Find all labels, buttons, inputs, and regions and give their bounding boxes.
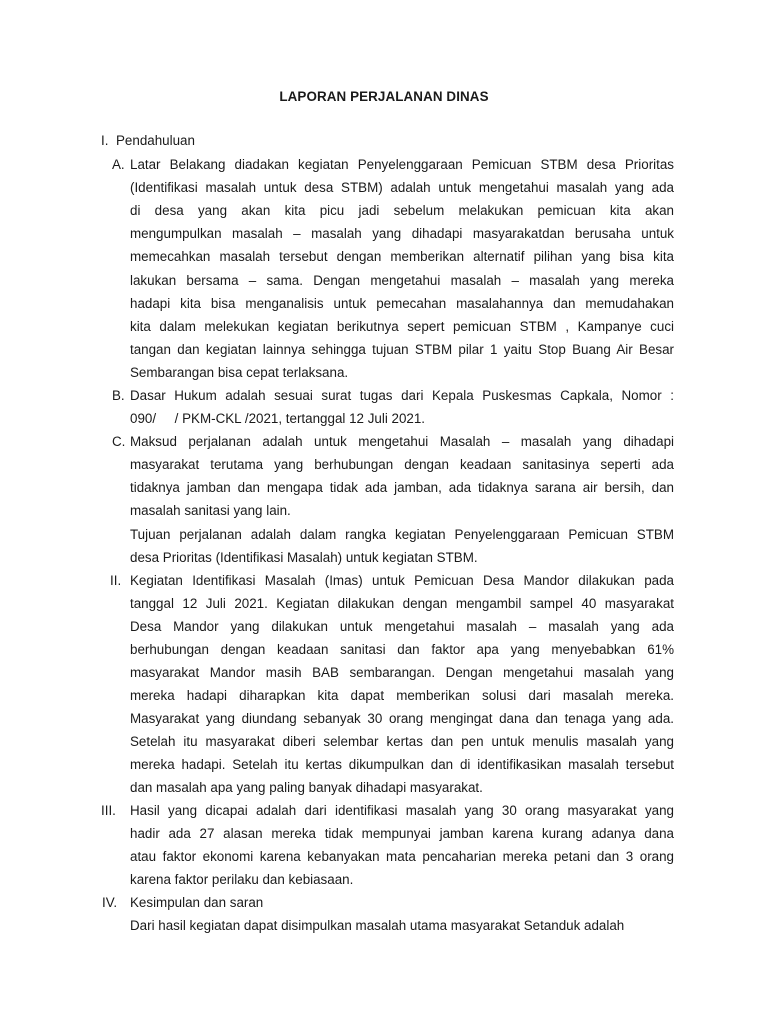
item-a-line: Latar Belakang diadakan kegiatan Penyelenggaraan Pemicuan STBM desa Prioritas bbox=[130, 157, 674, 172]
document-title: LAPORAN PERJALANAN DINAS bbox=[279, 89, 489, 104]
item-a-line: hadapi kita bisa menganalisis untuk pemecahan masalahannya dan memudahakan bbox=[130, 296, 674, 311]
section-2-marker: II. bbox=[110, 573, 122, 588]
section-1-marker: I. bbox=[101, 133, 109, 148]
section-4-line: Dari hasil kegiatan dapat disimpulkan masalah utama masyarakat Setanduk adalah bbox=[130, 918, 625, 933]
section-2-line: Kegiatan Identifikasi Masalah (Imas) untuk Pemicuan Desa Mandor dilakukan pada bbox=[130, 573, 674, 588]
section-3-marker: III. bbox=[101, 803, 116, 818]
item-a-line: kita dalam melekukan kegiatan berikutnya sepert pemicuan STBM , Kampanye cuci bbox=[130, 319, 674, 334]
section-3-line: Hasil yang dicapai adalah dari identifikasi masalah yang 30 orang masyarakat yang bbox=[130, 803, 674, 818]
item-a-line: di desa yang akan kita picu jadi sebelum melakukan pemicuan kita akan bbox=[130, 203, 674, 218]
section-2-line: Setelah itu masyarakat diberi selembar kertas dan pen untuk menulis masalah yang bbox=[130, 734, 674, 749]
section-2-line: mereka hadapi. Setelah itu kertas dikumpulkan dan di identifikasikan masalah tersebut bbox=[130, 757, 674, 772]
section-3-line: atau faktor ekonomi karena kebanyakan mata pencaharian mereka petani dan 3 orang bbox=[130, 849, 674, 864]
section-2-line: berhubungan dengan keadaan sanitasi dan faktor apa yang menyebabkan 61% bbox=[130, 642, 674, 657]
section-2-line: tanggal 12 Juli 2021. Kegiatan dilakukan dengan mengambil sampel 40 masyarakat bbox=[130, 596, 674, 611]
section-4-marker: IV. bbox=[102, 895, 118, 910]
item-c-line: tidaknya jamban dan mengapa tidak ada jamban, ada tidaknya sarana air bersih, dan bbox=[130, 480, 674, 495]
item-b-line: 090/ / PKM-CKL /2021, tertanggal 12 Juli 2021. bbox=[130, 411, 426, 426]
item-c-line: desa Prioritas (Identifikasi Masalah) untuk kegiatan STBM. bbox=[130, 550, 478, 565]
item-c-line: Tujuan perjalanan adalah dalam rangka kegiatan Penyelenggaraan Pemicuan STBM bbox=[130, 527, 674, 542]
item-a-line: memecahkan masalah tersebut dengan memberikan alternatif pilihan yang bisa kita bbox=[130, 249, 674, 264]
item-a-marker: A. bbox=[112, 157, 125, 172]
item-a-line: mengumpulkan masalah – masalah yang dihadapi masyarakatdan berusaha untuk bbox=[130, 226, 674, 241]
section-3-line: hadir ada 27 alasan mereka tidak mempunyai jamban karena kurang adanya dana bbox=[130, 826, 674, 841]
section-2-line: Masyarakat yang diundang sebanyak 30 orang mengingat dana dan tenaga yang ada. bbox=[130, 711, 674, 726]
item-b-line: Dasar Hukum adalah sesuai surat tugas dari Kepala Puskesmas Capkala, Nomor : bbox=[130, 388, 674, 403]
item-c-line: masalah sanitasi yang lain. bbox=[130, 503, 291, 518]
section-1-heading: Pendahuluan bbox=[116, 133, 195, 148]
item-a-line: Sembarangan bisa cepat terlaksana. bbox=[130, 365, 349, 380]
section-2-line: dan masalah apa yang paling banyak dihadapi masyarakat. bbox=[130, 780, 483, 795]
item-c-line: masyarakat terutama yang berhubungan dengan keadaan sanitasinya seperti ada bbox=[130, 457, 674, 472]
item-a-line: tangan dan kegiatan lainnya sehingga tujuan STBM pilar 1 yaitu Stop Buang Air Besar bbox=[130, 342, 674, 357]
section-2-line: mereka hadapi diharapkan kita dapat memberikan solusi dari masalah mereka. bbox=[130, 688, 674, 703]
item-a-line: (Identifikasi masalah untuk desa STBM) adalah untuk mengetahui masalah yang ada bbox=[130, 180, 674, 195]
item-c-marker: C. bbox=[112, 434, 126, 449]
section-2-line: Desa Mandor yang dilakukan untuk mengetahui masalah – masalah yang ada bbox=[130, 619, 674, 634]
item-c-line: Maksud perjalanan adalah untuk mengetahui Masalah – masalah yang dihadapi bbox=[130, 434, 674, 449]
section-2-line: masyarakat Mandor masih BAB sembarangan. Dengan mengetahui masalah yang bbox=[130, 665, 674, 680]
item-b-marker: B. bbox=[112, 388, 125, 403]
item-a-line: lakukan bersama – sama. Dengan mengetahui masalah – masalah yang mereka bbox=[130, 273, 674, 288]
section-4-heading: Kesimpulan dan saran bbox=[130, 895, 264, 910]
section-3-line: karena faktor perilaku dan kebiasaan. bbox=[130, 872, 354, 887]
